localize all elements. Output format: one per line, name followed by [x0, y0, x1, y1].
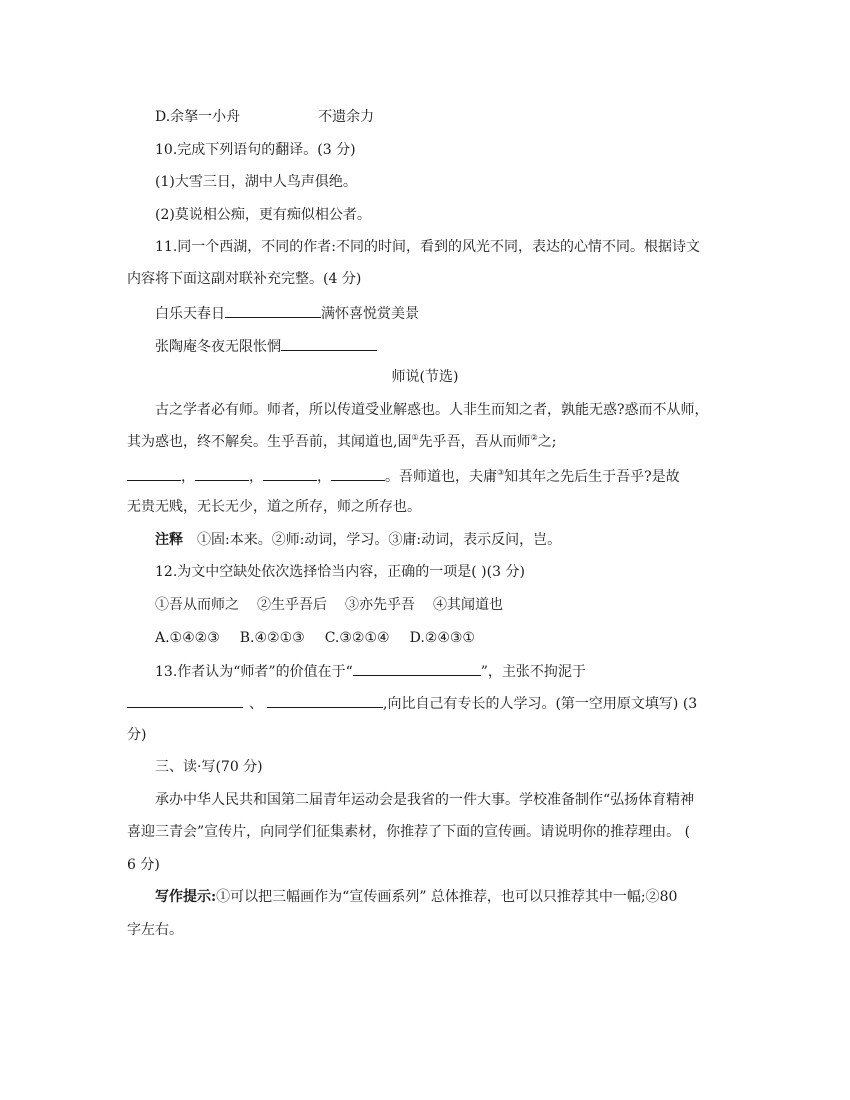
option-d-word: 不遗余力	[318, 109, 375, 125]
q13-line-2-text: ,向比自己有专长的人学习。(第一空用原文填写) (3	[383, 696, 698, 712]
passage-text: 。吾师道也，夫庸	[385, 469, 497, 485]
q12-options	[155, 628, 475, 648]
q13-stem-start: 13.作者认为“师者”的价值在于“	[155, 664, 353, 680]
couplet-1-start: 白乐天春日	[155, 306, 225, 322]
writing-tips	[155, 887, 677, 907]
q9-option-d	[155, 107, 374, 127]
section-3-line-2: 喜迎三青会”宣传片，向同学们征集素材，你推荐了下面的宣传画。请说明你的推荐理由。 (	[127, 824, 691, 840]
passage-line-1: 古之学者必有师。师者，所以传道受业解惑也。人非生而知之者，孰能无惑?惑而不从师，	[155, 402, 709, 418]
passage-text: 知其年之先后生于吾乎?是故	[504, 469, 680, 485]
answer-blank[interactable]	[353, 660, 481, 676]
answer-blank[interactable]	[127, 465, 181, 481]
q13-line-2	[127, 692, 697, 714]
passage-line-2	[127, 432, 557, 452]
q12-choices	[155, 595, 503, 615]
couplet-line-2	[155, 335, 377, 357]
option-d[interactable]: D.②④③①	[409, 630, 475, 646]
tips-text: ①可以把三幅画作为“宣传画系列” 总体推荐，也可以只推荐其中一幅;②80	[216, 889, 678, 905]
answer-blank[interactable]	[331, 465, 385, 481]
answer-blank[interactable]	[267, 692, 383, 708]
q10-stem: 10.完成下列语句的翻译。(3 分)	[155, 142, 356, 158]
option-b[interactable]: B.④②①③	[239, 630, 305, 646]
option-a[interactable]: A.①④②③	[155, 630, 220, 646]
answer-blank[interactable]	[281, 335, 377, 351]
footnote-marker: ①	[411, 433, 419, 442]
answer-blank[interactable]	[263, 465, 317, 481]
passage-text: 其为惑也，终不解矣。生乎吾前，其闻道也,固	[127, 434, 412, 450]
option-c[interactable]: C.③②①④	[324, 630, 390, 646]
q12-stem: 12.为文中空缺处依次选择恰当内容，正确的一项是( )(3 分)	[155, 564, 525, 580]
q10-item-2: (2)莫说相公痴，更有痴似相公者。	[155, 207, 371, 223]
answer-blank[interactable]	[127, 692, 243, 708]
tips-label: 写作提示:	[155, 889, 217, 905]
passage-text: 之;	[537, 434, 557, 450]
notes-label: 注释	[155, 532, 183, 548]
separator: ，	[317, 469, 331, 485]
q13-stem-end: ”，主张不拘泥于	[480, 664, 586, 680]
answer-blank[interactable]	[225, 302, 321, 318]
answer-blank[interactable]	[195, 465, 249, 481]
section-3-line-3: 6 分)	[127, 857, 160, 873]
passage-title: 师说(节选)	[391, 369, 459, 385]
separator: 、	[249, 696, 263, 712]
choice-item: ②生乎吾后	[257, 597, 327, 613]
choice-item: ③亦先乎吾	[345, 597, 415, 613]
separator: ，	[249, 469, 263, 485]
notes-text: ①固:本来。②师:动词，学习。③庸:动词，表示反问，岂。	[197, 532, 562, 548]
passage-line-3	[127, 465, 680, 487]
section-3-heading: 三、读·写(70 分)	[155, 759, 263, 775]
q11-stem-line-2: 内容将下面这副对联补充完整。(4 分)	[127, 271, 362, 287]
writing-tips-line-2: 字左右。	[127, 922, 183, 938]
passage-line-4: 无贵无贱，无长无少，道之所存，师之所存也。	[127, 499, 421, 515]
couplet-2-start: 张陶庵冬夜无限怅惘	[155, 339, 281, 355]
section-3-line-1: 承办中华人民共和国第二届青年运动会是我省的一件大事。学校准备制作“弘扬体育精神	[155, 792, 695, 808]
passage-notes	[155, 530, 561, 550]
q10-item-1: (1)大雪三日，湖中人鸟声俱绝。	[155, 174, 357, 190]
couplet-1-end: 满怀喜悦赏美景	[321, 306, 419, 322]
option-d-label: D.余拏一小舟	[155, 109, 241, 125]
separator: ，	[181, 469, 195, 485]
passage-text: 先乎吾，吾从而师	[418, 434, 531, 450]
q13-line-3: 分)	[127, 727, 147, 743]
q13-line-1	[155, 660, 586, 682]
couplet-line-1	[155, 302, 419, 324]
choice-item: ①吾从而师之	[155, 597, 239, 613]
footnote-marker: ③	[497, 468, 505, 477]
footnote-marker: ②	[530, 433, 538, 442]
choice-item: ④其闻道也	[433, 597, 503, 613]
q11-stem-line-1: 11.同一个西湖，不同的作者:不同的时间，看到的风光不同，表达的心情不同。根据诗文	[155, 239, 700, 255]
